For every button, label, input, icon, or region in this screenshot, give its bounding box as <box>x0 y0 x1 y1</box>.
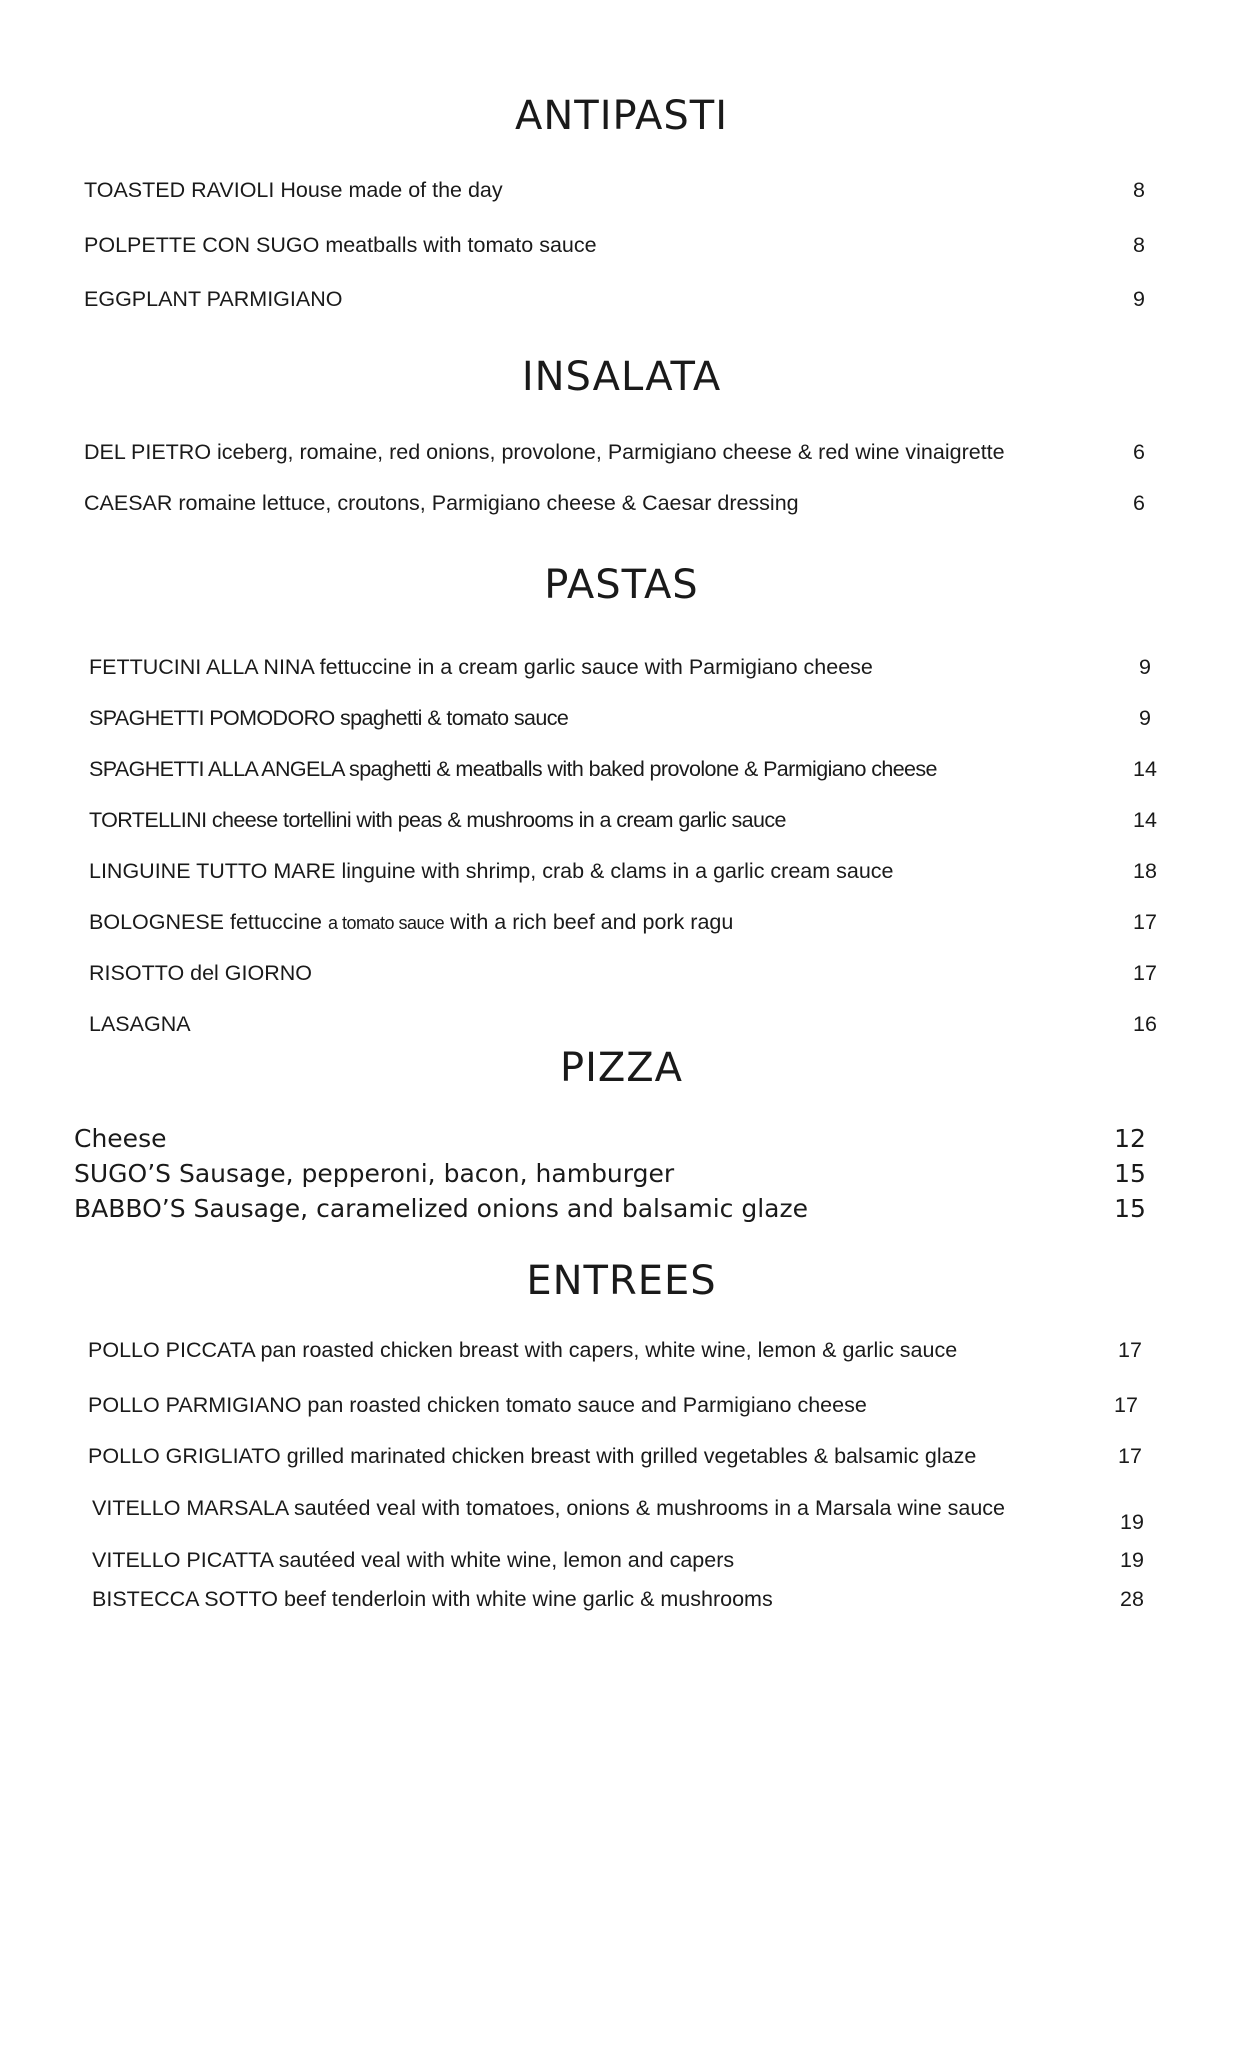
menu-item-price: 19 <box>1120 1510 1144 1534</box>
menu-item-price: 12 <box>1114 1124 1146 1153</box>
menu-item-text: with a rich beef and pork ragu <box>450 910 734 934</box>
menu-item-lasagna: LASAGNA <box>89 1012 191 1036</box>
menu-item-price: 17 <box>1118 1338 1142 1362</box>
menu-item-price: 9 <box>1139 655 1151 679</box>
menu-item-babbos-pizza: BABBO’S Sausage, caramelized onions and balsamic glaze <box>74 1194 808 1223</box>
menu-item-text: BOLOGNESE fettuccine <box>89 910 323 934</box>
menu-item-toasted-ravioli: TOASTED RAVIOLI House made of the day <box>84 178 503 202</box>
menu-item-price: 17 <box>1118 1444 1142 1468</box>
menu-item-pollo-piccata: POLLO PICCATA pan roasted chicken breast with capers, white wine, lemon & garlic sauce <box>88 1338 958 1362</box>
menu-item-price: 9 <box>1133 287 1145 311</box>
menu-item-price: 9 <box>1139 706 1151 730</box>
menu-item-text-condensed: a tomato sauce <box>328 913 445 933</box>
menu-item-linguine-tutto-mare: LINGUINE TUTTO MARE linguine with shrimp, crab & clams in a garlic cream sauce <box>89 859 894 883</box>
menu-item-price: 15 <box>1114 1194 1146 1223</box>
menu-item-caesar: CAESAR romaine lettuce, croutons, Parmigiano cheese & Caesar dressing <box>84 491 799 515</box>
menu-item-fettucini-alla-nina: FETTUCINI ALLA NINA fettuccine in a cream garlic sauce with Parmigiano cheese <box>89 655 873 679</box>
menu-item-price: 19 <box>1120 1548 1144 1572</box>
menu-item-bolognese <box>89 908 733 936</box>
menu-item-price: 17 <box>1114 1393 1138 1417</box>
menu-item-risotto-del-giorno: RISOTTO del GIORNO <box>89 961 312 985</box>
menu-item-pollo-parmigiano: POLLO PARMIGIANO pan roasted chicken tomato sauce and Parmigiano cheese <box>88 1393 867 1417</box>
menu-item-price: 14 <box>1133 808 1157 832</box>
menu-item-eggplant-parmigiano: EGGPLANT PARMIGIANO <box>84 287 343 311</box>
menu-item-cheese-pizza: Cheese <box>74 1124 167 1153</box>
menu-item-price: 17 <box>1133 910 1157 934</box>
menu-item-pollo-grigliato: POLLO GRIGLIATO grilled marinated chicken breast with grilled vegetables & balsamic glaze <box>88 1444 977 1468</box>
menu-item-spaghetti-alla-angela: SPAGHETTI ALLA ANGELA spaghetti & meatballs with baked provolone & Parmigiano cheese <box>89 757 937 781</box>
menu-item-price: 17 <box>1133 961 1157 985</box>
menu-item-price: 18 <box>1133 859 1157 883</box>
menu-item-tortellini: TORTELLINI cheese tortellini with peas & mushrooms in a cream garlic sauce <box>89 808 786 832</box>
menu-item-polpette-con-sugo: POLPETTE CON SUGO meatballs with tomato sauce <box>84 233 597 257</box>
section-title-antipasti: ANTIPASTI <box>514 93 729 139</box>
section-title-pastas: PASTAS <box>544 562 699 608</box>
menu-item-sugos-pizza: SUGO’S Sausage, pepperoni, bacon, hamburger <box>74 1159 675 1188</box>
menu-item-price: 14 <box>1133 757 1157 781</box>
menu-item-price: 8 <box>1133 178 1145 202</box>
menu-item-price: 16 <box>1133 1012 1157 1036</box>
menu-item-vitello-picatta: VITELLO PICATTA sautéed veal with white wine, lemon and capers <box>92 1548 735 1572</box>
section-title-entrees: ENTREES <box>526 1258 717 1304</box>
section-title-insalata: INSALATA <box>521 354 722 400</box>
menu-item-price: 15 <box>1114 1159 1146 1188</box>
menu-item-price: 6 <box>1133 491 1145 515</box>
section-title-pizza: PIZZA <box>559 1045 684 1091</box>
menu-item-del-pietro: DEL PIETRO iceberg, romaine, red onions, provolone, Parmigiano cheese & red wine vinaigrette <box>84 440 1005 464</box>
menu-item-spaghetti-pomodoro: SPAGHETTI POMODORO spaghetti & tomato sauce <box>89 706 569 730</box>
menu-item-bistecca-sotto: BISTECCA SOTTO beef tenderloin with white wine garlic & mushrooms <box>92 1587 773 1611</box>
menu-item-price: 8 <box>1133 233 1145 257</box>
menu-item-price: 6 <box>1133 440 1145 464</box>
menu-item-price: 28 <box>1120 1587 1144 1611</box>
menu-item-vitello-marsala: VITELLO MARSALA sautéed veal with tomatoes, onions & mushrooms in a Marsala wine sauce <box>92 1496 1005 1520</box>
